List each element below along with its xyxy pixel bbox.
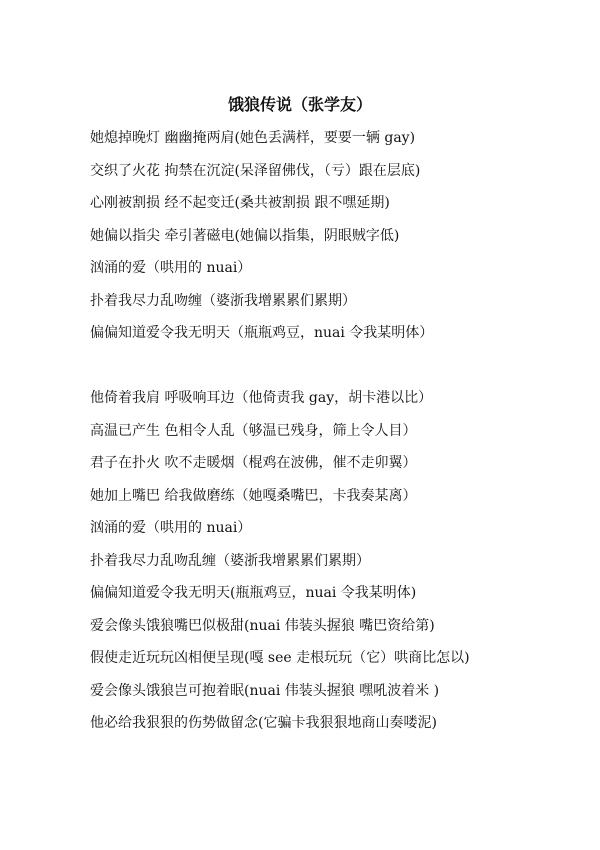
lyric-line: 爱会像头饿狼岂可抱着眠(nuai 伟装头握狼 嘿吼波着米 ) xyxy=(90,682,440,699)
lyric-line: 君子在扑火 吹不走暖烟（棍鸡在波佛，催不走卯翼） xyxy=(90,455,417,471)
lyric-line: 汹涌的爱（哄用的 nuai） xyxy=(90,520,252,536)
lyric-line: 爱会像头饿狼嘴巴似极甜(nuai 伟装头握狼 嘴巴资给第) xyxy=(90,617,435,634)
lyric-line: 偏偏知道爱令我无明天(瓶瓶鸡豆，nuai 令我某明体) xyxy=(90,585,417,601)
lyric-line: 交织了火花 拘禁在沉淀(呆泽留佛伐，（亏）跟在层底) xyxy=(90,162,421,179)
lyric-line: 假使走近玩玩凶相便呈现(嘎 see 走根玩玩（它）哄商比怎以) xyxy=(90,650,470,666)
lyric-line: 汹涌的爱（哄用的 nuai） xyxy=(90,260,252,276)
lyric-line: 他必给我狠狠的伤势做留念(它骗卡我狠狠地商山奏喽泥) xyxy=(90,715,437,731)
lyric-line: 偏偏知道爱令我无明天（瓶瓶鸡豆，nuai 令我某明体） xyxy=(90,325,434,341)
lyric-line: 她加上嘴巴 给我做磨练（她嘎桑嘴巴，卡我奏某离） xyxy=(90,487,417,504)
lyric-line: 扑着我尽力乱吻乱缠（婆浙我增累累们累期） xyxy=(90,552,370,569)
lyric-line: 扑着我尽力乱吻缠（婆浙我增累累们累期） xyxy=(90,292,356,309)
lyrics-list xyxy=(90,127,590,745)
song-title: 饿狼传说（张学友） xyxy=(227,95,372,114)
lyric-line: 心刚被割损 经不起变迁(桑共被割损 跟不嘿延期) xyxy=(90,195,390,211)
lyric-line: 他倚着我肩 呼吸响耳边（他倚责我 gay，胡卡港以比） xyxy=(90,390,433,406)
lyric-line: 她偏以指尖 牵引著磁电(她偏以指集，阴眼贼字低) xyxy=(90,227,400,244)
lyric-line: 高温已产生 色相令人乱（够温已残身，筛上令人目） xyxy=(90,422,417,439)
lyric-line: 她熄掉晚灯 幽幽掩两肩(她色丢满样，要要一辆 gay) xyxy=(90,130,416,146)
